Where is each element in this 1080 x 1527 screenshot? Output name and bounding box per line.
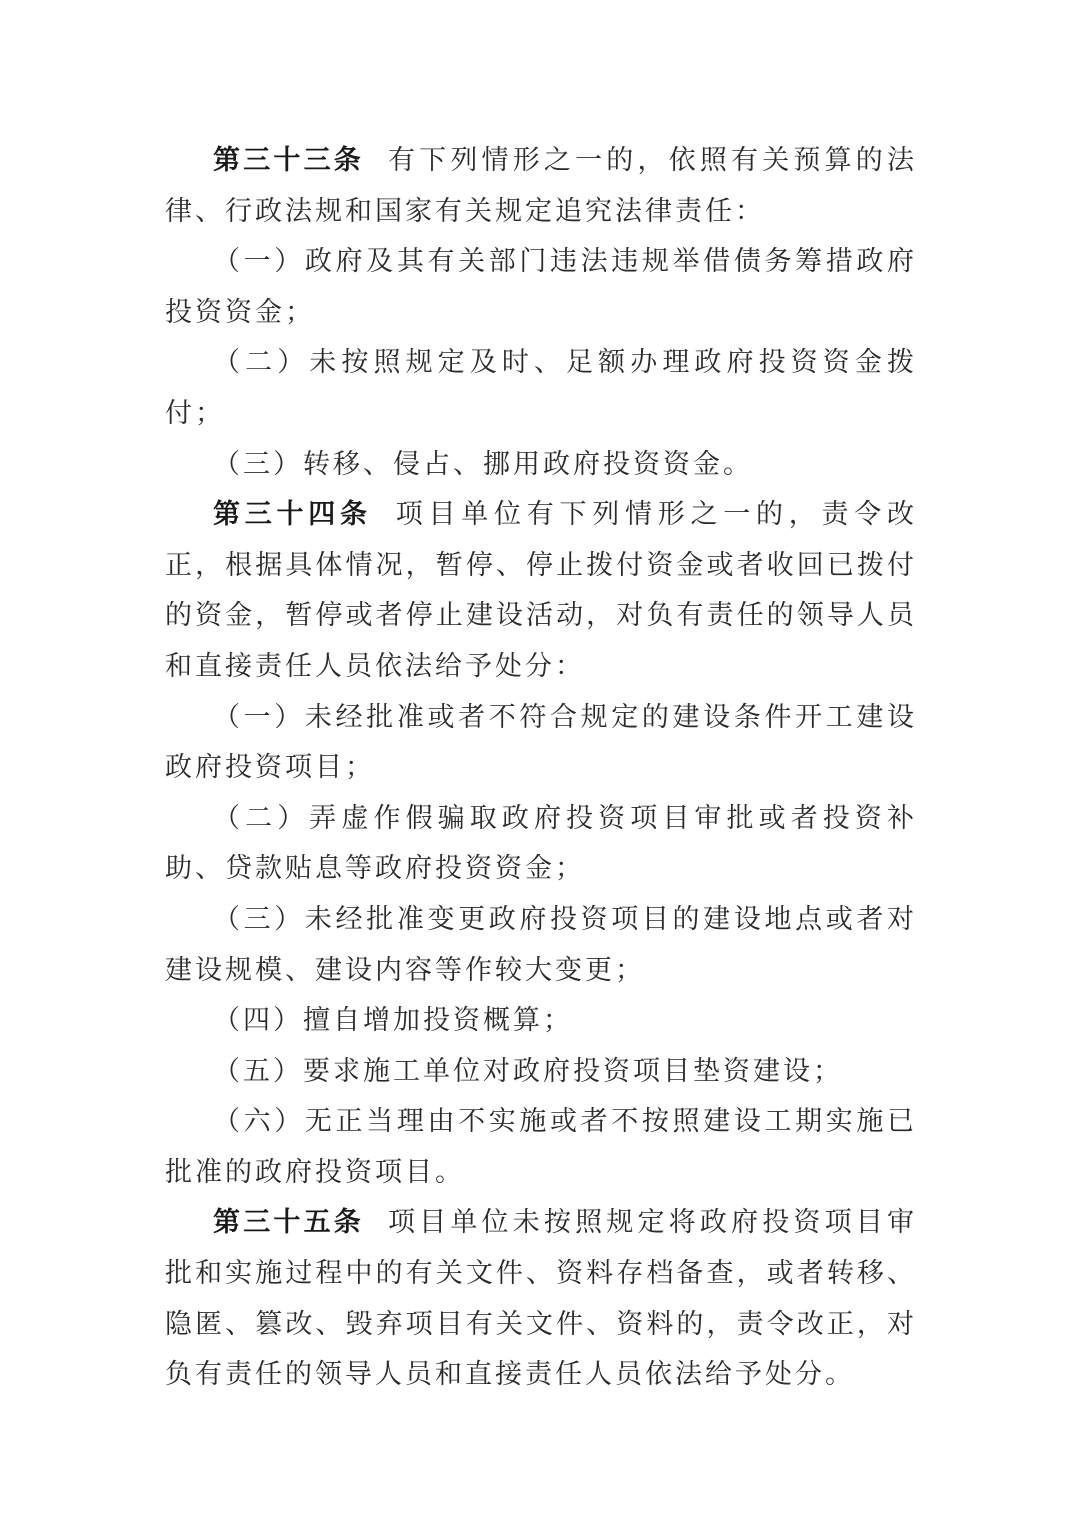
article-33-text: 有下列情形之一的，依照有关预算的法律、行政法规和国家有关规定追究法律责任： bbox=[165, 145, 917, 227]
article-35-text: 项目单位未按照规定将政府投资项目审批和实施过程中的有关文件、资料存档备查，或者转移、隐匿、篡改、毁弃项目有关文件、资料的，责令改正，对负有责任的领导人员和直接责任人员依法给予处分。 bbox=[165, 1207, 917, 1391]
article-33-item-3: （三）转移、侵占、挪用政府投资资金。 bbox=[213, 448, 753, 480]
article-34-text: 项目单位有下列情形之一的，责令改正，根据具体情况，暂停、停止拨付资金或者收回已拨付的资金，暂停或者停止建设活动，对负有责任的领导人员和直接责任人员依法给予处分： bbox=[165, 499, 917, 682]
article-35-intro bbox=[165, 1198, 917, 1400]
article-34-item-2: （二）弄虚作假骗取政府投资项目审批或者投资补助、贷款贴息等政府投资资金； bbox=[165, 802, 917, 885]
article-34-number: 第三十四条 bbox=[213, 499, 372, 531]
article-34-item-1: （一）未经批准或者不符合规定的建设条件开工建设政府投资项目； bbox=[165, 701, 917, 784]
document-page bbox=[165, 136, 917, 1401]
article-33-intro bbox=[165, 136, 917, 237]
article-34-item-5: （五）要求施工单位对政府投资项目垫资建设； bbox=[213, 1055, 843, 1087]
article-33-number: 第三十三条 bbox=[213, 145, 364, 176]
article-34-item-3: （三）未经批准变更政府投资项目的建设地点或者对建设规模、建设内容等作较大变更； bbox=[165, 903, 917, 986]
article-34-item-4: （四）擅自增加投资概算； bbox=[213, 1005, 573, 1037]
article-35-number: 第三十五条 bbox=[213, 1207, 364, 1239]
article-33-item-1: （一）政府及其有关部门违法违规举借债务筹措政府投资资金； bbox=[165, 246, 917, 328]
article-34-item-6: （六）无正当理由不实施或者不按照建设工期实施已批准的政府投资项目。 bbox=[165, 1106, 917, 1188]
article-34-intro bbox=[165, 490, 917, 692]
article-33-item-2: （二）未按照规定及时、足额办理政府投资资金拨付； bbox=[165, 347, 917, 429]
